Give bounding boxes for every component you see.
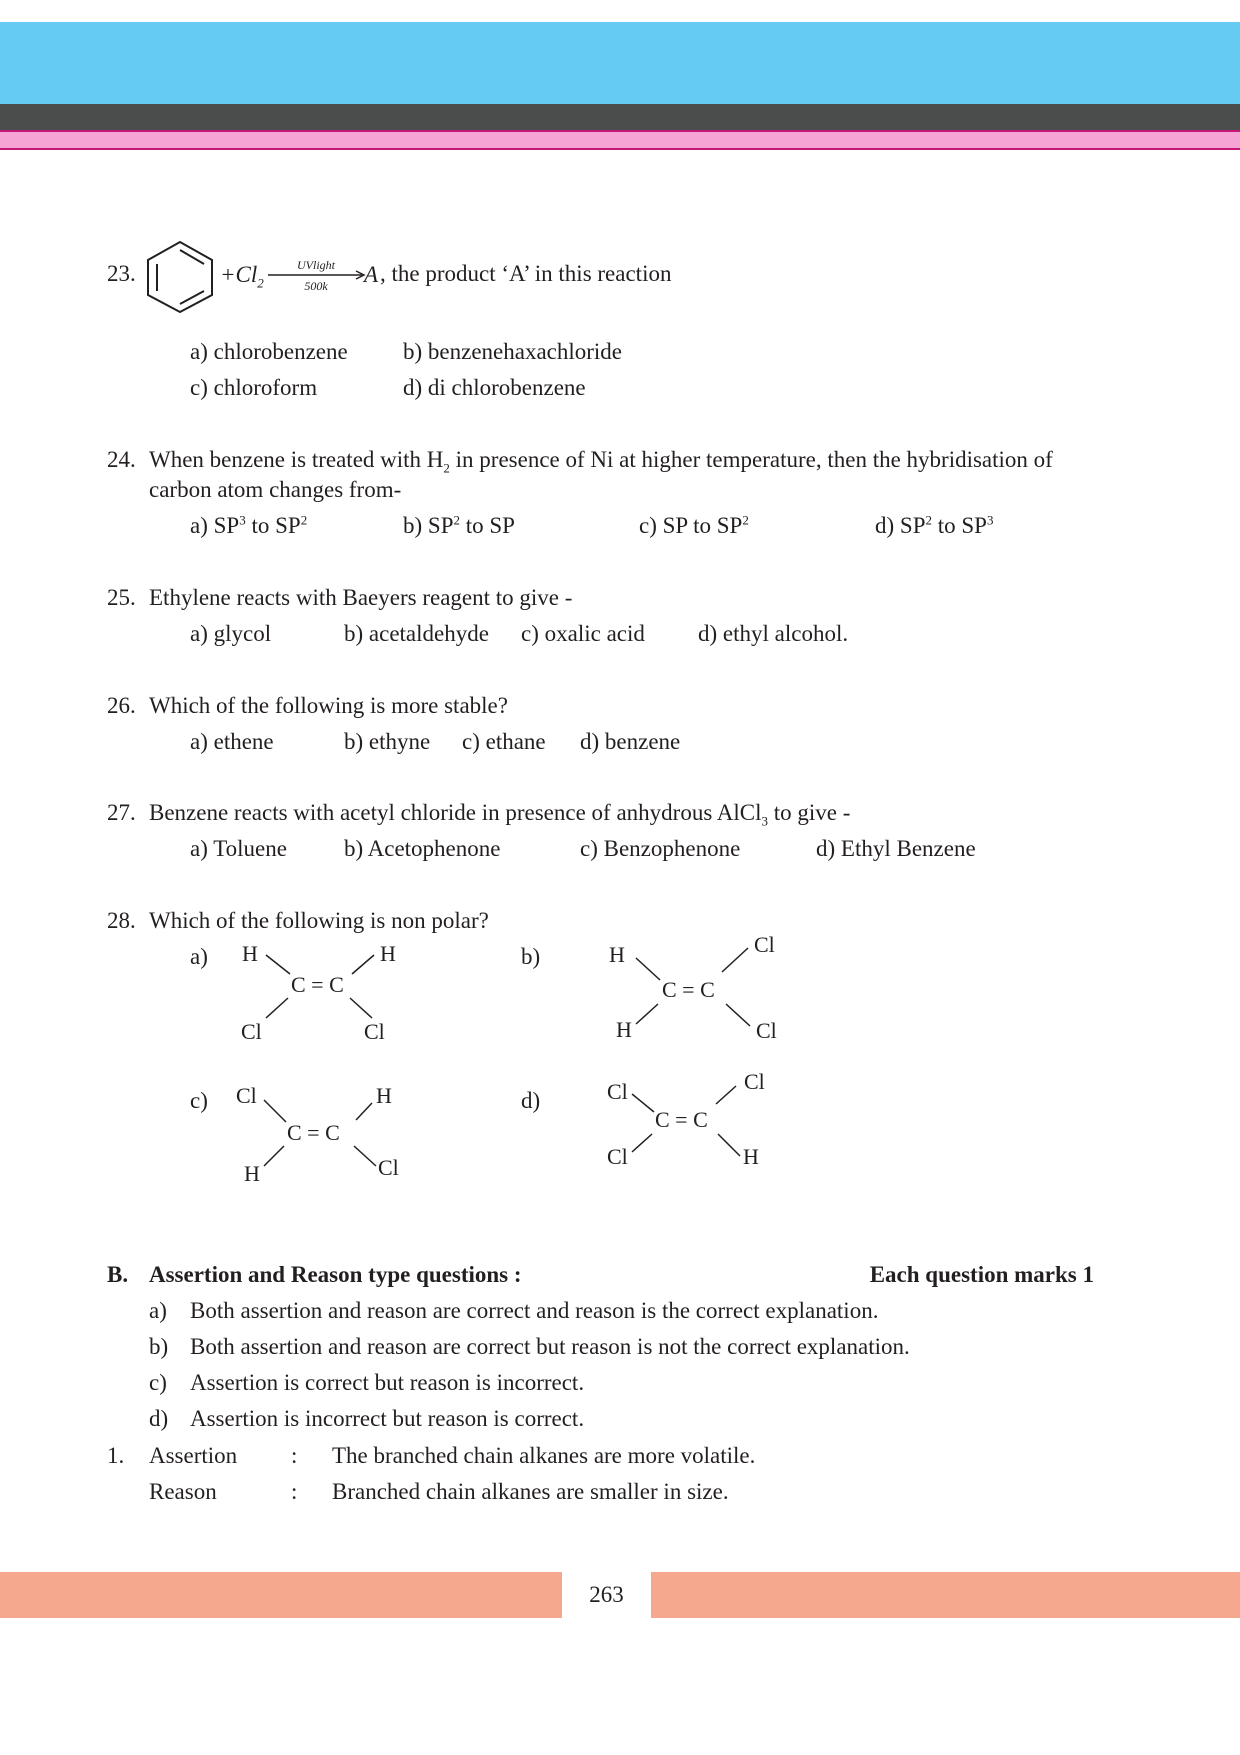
assertion-text: The branched chain alkanes are more volatile. [332, 1443, 756, 1468]
footer-band-left [0, 1572, 562, 1618]
option-d: d) benzene [580, 729, 681, 754]
double-bond: C = C [287, 1120, 340, 1145]
substituent-top-left: H [609, 942, 625, 967]
question-number: 26. [107, 693, 136, 718]
choice-d-text: Assertion is incorrect but reason is correct. [190, 1406, 585, 1431]
substituent-bottom-left: Cl [607, 1144, 628, 1169]
option-b: b) ethyne [344, 729, 431, 754]
option-c: c) oxalic acid [521, 621, 645, 646]
question-number: 24. [107, 447, 136, 472]
arrow-condition-top: UVlight [297, 258, 335, 272]
double-bond: C = C [662, 977, 715, 1002]
double-bond: C = C [655, 1107, 708, 1132]
option-a: a) $SP^3$ to $SP^2$ [190, 512, 308, 538]
question-stem: Which of the following is more stable? [149, 693, 508, 718]
option-c: c) SP to $SP^2$ [639, 512, 749, 538]
substituent-top-right: Cl [744, 1069, 765, 1094]
question-stem: When benzene is treated with $H_2$ in presence of Ni at higher temperature, then the hybridisation of [149, 447, 1053, 476]
option-b: b) acetaldehyde [344, 621, 489, 646]
substituent-bottom-left: H [616, 1017, 632, 1042]
option-b-label: b) [521, 944, 541, 969]
double-bond: C = C [291, 972, 344, 997]
question-number: 1. [107, 1443, 125, 1468]
assertion-colon: : [291, 1443, 298, 1468]
substituent-top-left: Cl [236, 1083, 257, 1108]
choice-a-text: Both assertion and reason are correct and reason is the correct explanation. [190, 1298, 879, 1323]
substituent-bottom-left: Cl [241, 1019, 262, 1044]
reason-colon: : [291, 1479, 298, 1504]
option-d-label: d) [521, 1088, 541, 1113]
choice-c-letter: c) [149, 1370, 167, 1395]
option-a: a) chlorobenzene [190, 339, 348, 364]
option-a: a) glycol [190, 621, 272, 646]
question-number: 27. [107, 800, 136, 825]
option-d: d) $SP^2$ to $SP^3$ [875, 512, 994, 538]
reason-text: Branched chain alkanes are smaller in size. [332, 1479, 729, 1504]
section-marks: Each question marks 1 [869, 1262, 1094, 1287]
option-b: b) Acetophenone [344, 836, 501, 861]
option-a-label: a) [190, 944, 208, 969]
substituent-bottom-right: Cl [756, 1018, 777, 1043]
question-number: 28. [107, 908, 136, 933]
arrow-condition-bottom: 500k [304, 279, 328, 293]
question-stem: Ethylene reacts with Baeyers reagent to give - [149, 585, 573, 610]
substituent-top-left: H [242, 941, 258, 966]
option-d: d) ethyl alcohol. [698, 621, 849, 646]
choice-b-text: Both assertion and reason are correct but reason is not the correct explanation. [190, 1334, 910, 1359]
question-stem: Which of the following is non polar? [149, 908, 489, 933]
option-a: a) Toluene [190, 836, 287, 861]
substituent-top-right: H [380, 941, 396, 966]
option-d: d) Ethyl Benzene [816, 836, 976, 861]
substituent-bottom-right: H [743, 1144, 759, 1169]
option-c: c) Benzophenone [580, 836, 741, 861]
choice-a-letter: a) [149, 1298, 167, 1323]
page-number: 263 [589, 1582, 624, 1607]
option-c: c) ethane [462, 729, 546, 754]
assertion-label: Assertion [149, 1443, 238, 1468]
option-c: c) chloroform [190, 375, 318, 400]
substituent-bottom-left: H [244, 1161, 260, 1186]
question-stem: Benzene reacts with acetyl chloride in presence of anhydrous AlCl$_3$ to give - [149, 800, 851, 829]
option-d: d) di chlorobenzene [403, 375, 586, 400]
option-a: a) ethene [190, 729, 274, 754]
substituent-bottom-right: Cl [378, 1155, 399, 1180]
substituent-top-right: Cl [754, 932, 775, 957]
substituent-top-left: Cl [607, 1079, 628, 1104]
substituent-bottom-right: Cl [364, 1019, 385, 1044]
question-number: 25. [107, 585, 136, 610]
question-stem-line2: carbon atom changes from- [149, 477, 402, 502]
section-title: Assertion and Reason type questions : [149, 1262, 522, 1287]
choice-c-text: Assertion is correct but reason is incorrect. [190, 1370, 585, 1395]
section-letter: B. [107, 1262, 129, 1287]
reagent-chlorine: $+Cl_2$ [220, 262, 264, 291]
choice-b-letter: b) [149, 1334, 169, 1359]
option-b: b) $SP^2$ to SP [403, 512, 515, 538]
option-c-label: c) [190, 1088, 208, 1113]
option-b: b) benzenehaxachloride [403, 339, 623, 364]
substituent-top-right: H [376, 1083, 392, 1108]
product-label: A [364, 262, 379, 287]
question-stem: , the product ‘A’ in this reaction [380, 261, 672, 286]
footer-band-right [651, 1572, 1240, 1618]
question-number: 23. [107, 261, 136, 286]
choice-d-letter: d) [149, 1406, 169, 1431]
reason-label: Reason [149, 1479, 217, 1504]
